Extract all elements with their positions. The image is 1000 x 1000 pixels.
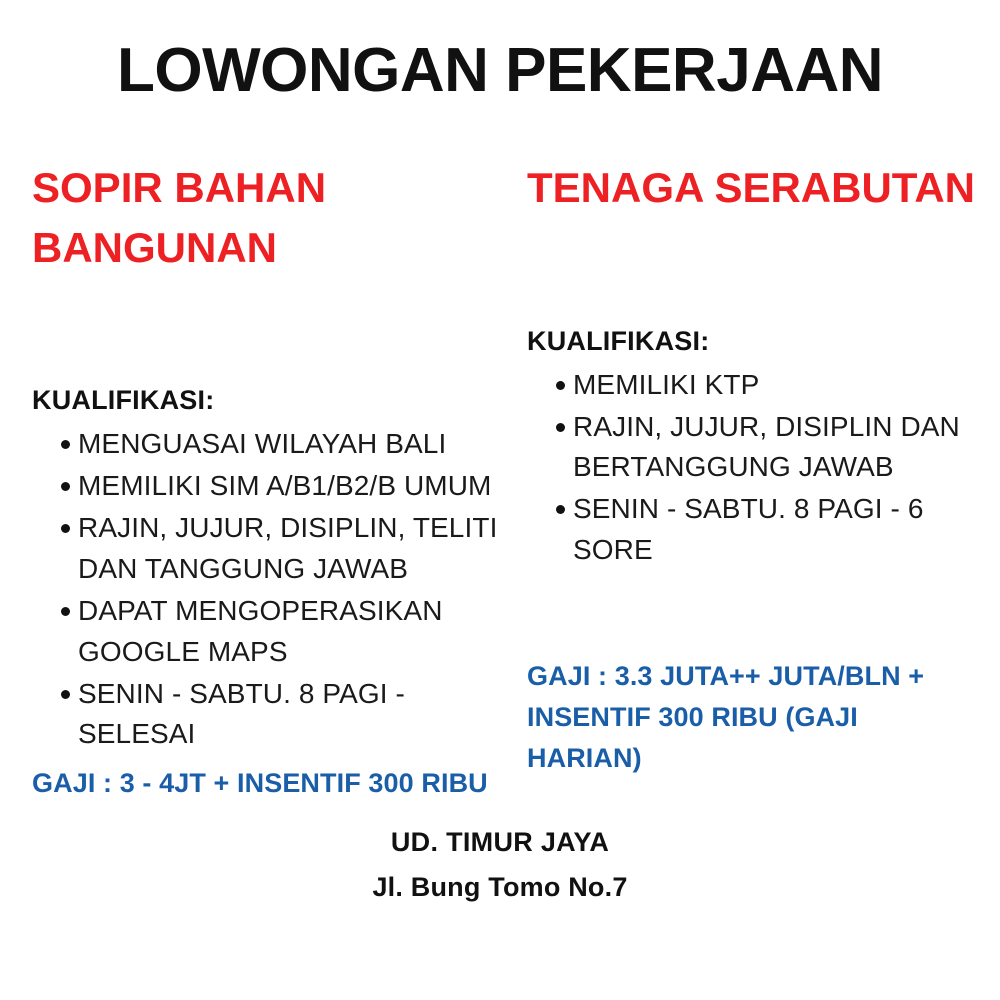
job-title-right: TENAGA SERABUTAN <box>527 164 975 211</box>
job-title-left: SOPIR BAHAN BANGUNAN <box>32 164 327 271</box>
list-item <box>32 674 528 756</box>
salary-text-right: GAJI : 3.3 JUTA++ JUTA/BLN + INSENTIF 300 RIBU (GAJI HARIAN) <box>527 661 925 774</box>
bullet-icon <box>61 482 70 491</box>
qualification-text: RAJIN, JUJUR, DISIPLIN DAN BERTANGGUNG JAWAB <box>573 410 960 483</box>
job-column-sopir-bahan-bangunan <box>32 158 528 804</box>
qualification-text: DAPAT MENGOPERASIKAN GOOGLE MAPS <box>78 594 443 667</box>
job-columns <box>0 158 1000 798</box>
qualification-text: MEMILIKI KTP <box>573 368 760 400</box>
list-item <box>527 407 983 489</box>
company-name: UD. TIMUR JAYA <box>390 827 610 857</box>
list-item <box>32 466 528 507</box>
qualification-text: MENGUASAI WILAYAH BALI <box>78 428 447 460</box>
qualification-text: MEMILIKI SIM A/B1/B2/B UMUM <box>78 470 492 502</box>
list-item <box>527 365 983 406</box>
page-title: LOWONGAN PEKERJAAN <box>116 36 884 105</box>
list-item <box>32 591 528 673</box>
poster-footer <box>0 822 1000 907</box>
salary-text-left: GAJI : 3 - 4JT + INSENTIF 300 RIBU <box>32 768 488 799</box>
qualifications-list-left <box>32 424 528 755</box>
qualifications-list-right <box>527 365 983 571</box>
company-address: Jl. Bung Tomo No.7 <box>372 871 628 902</box>
bullet-icon <box>61 607 70 616</box>
qualifications-heading-right: KUALIFIKASI: <box>527 325 710 356</box>
bullet-icon <box>61 440 70 449</box>
bullet-icon <box>61 690 70 699</box>
qualification-text: RAJIN, JUJUR, DISIPLIN, TELITI DAN TANGGUNG JAWAB <box>78 512 498 584</box>
bullet-icon <box>556 505 565 514</box>
bullet-icon <box>556 381 565 390</box>
qualification-text: SENIN - SABTU. 8 PAGI - 6 SORE <box>573 493 924 566</box>
bullet-icon <box>61 524 70 533</box>
list-item <box>32 424 528 465</box>
bullet-icon <box>556 423 565 432</box>
job-column-tenaga-serabutan <box>527 158 983 774</box>
qualifications-heading-left: KUALIFIKASI: <box>32 385 215 416</box>
list-item <box>32 508 528 590</box>
qualification-text: SENIN - SABTU. 8 PAGI - SELESAI <box>78 677 405 750</box>
list-item <box>527 489 983 571</box>
